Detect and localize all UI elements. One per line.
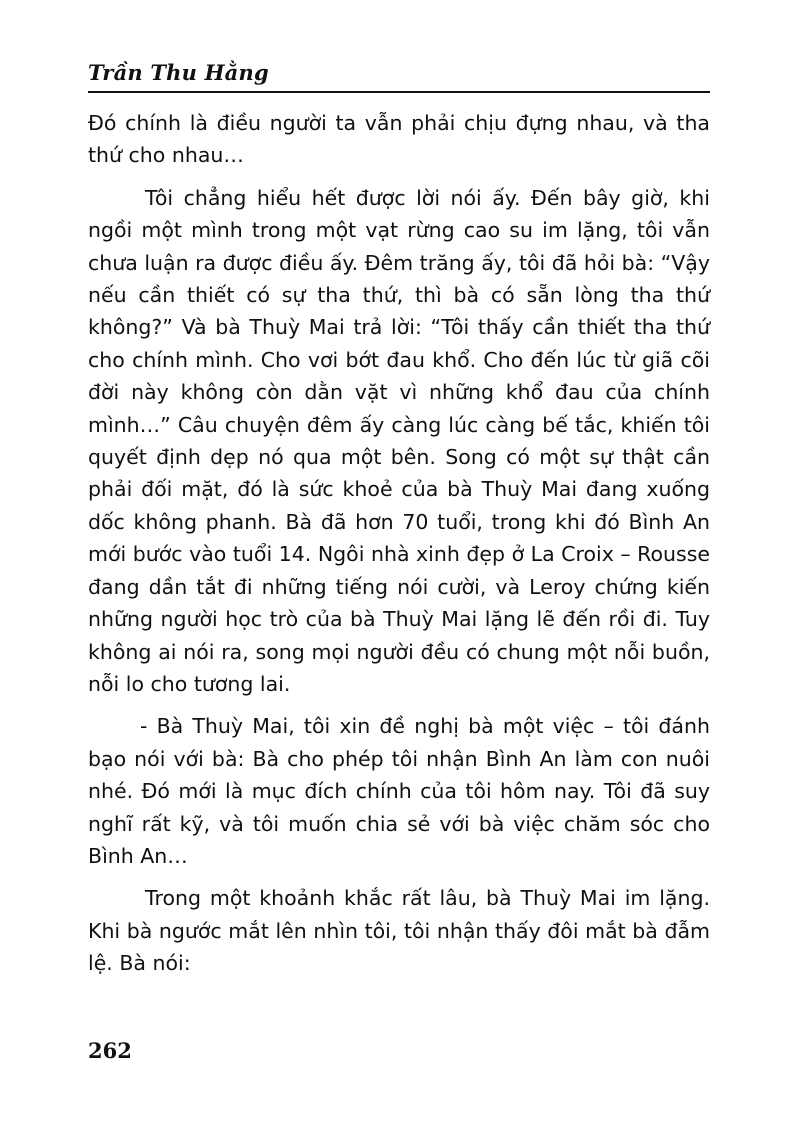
paragraph: Trong một khoảnh khắc rất lâu, bà Thuỳ Mai im lặng. Khi bà ngước mắt lên nhìn tôi, tôi nhận thấy đôi mắt bà đẫm lệ. Bà nói: bbox=[88, 886, 710, 976]
paragraph-dialogue: - Bà Thuỳ Mai, tôi xin đề nghị bà một việc – tôi đánh bạo nói với bà: Bà cho phép tôi nhận Bình An làm con nuôi nhé. Đó mới là mục đích chính của tôi hôm nay. Tôi đã suy nghĩ rất kỹ, và tôi muốn chia sẻ với bà việc chăm sóc cho Bình An… bbox=[88, 714, 710, 868]
paragraph: Tôi chẳng hiểu hết được lời nói ấy. Đến bây giờ, khi ngồi một mình trong một vạt rừng cao su im lặng, tôi vẫn chưa luận ra được điều ấy. Đêm trăng ấy, tôi đã hỏi bà: “Vậy nếu cần thiết có sự tha thứ, thì bà có sẵn lòng tha thứ không?” Và bà Thuỳ Mai trả lời: “Tôi thấy cần thiết tha thứ cho chính mình. Cho vơi bớt đau khổ. Cho đến lúc từ giã cõi đời này không còn dằn vặt vì những khổ đau của chính mình…” Câu chuyện đêm ấy càng lúc càng bế tắc, khiến tôi quyết định dẹp nó qua một bên. Song có một sự thật cần phải đối mặt, đó là sức khoẻ của bà Thuỳ Mai đang xuống dốc không phanh. Bà đã hơn 70 tuổi, trong khi đó Bình An mới bước vào tuổi 14. Ngôi nhà xinh đẹp ở La Croix – Rousse đang dần tắt đi những tiếng nói cười, và Leroy chứng kiến những người học trò của bà Thuỳ Mai lặng lẽ đến rồi đi. Tuy không ai nói ra, song mọi người đều có chung một nỗi buồn, nỗi lo cho tương lai. bbox=[88, 185, 710, 696]
paragraph: Đó chính là điều người ta vẫn phải chịu đựng nhau, và tha thứ cho nhau… bbox=[88, 111, 710, 168]
page-number: 262 bbox=[88, 1038, 132, 1063]
running-header-author: Trần Thu Hằng bbox=[88, 60, 269, 85]
header-rule bbox=[88, 91, 710, 93]
body-text bbox=[88, 107, 710, 980]
